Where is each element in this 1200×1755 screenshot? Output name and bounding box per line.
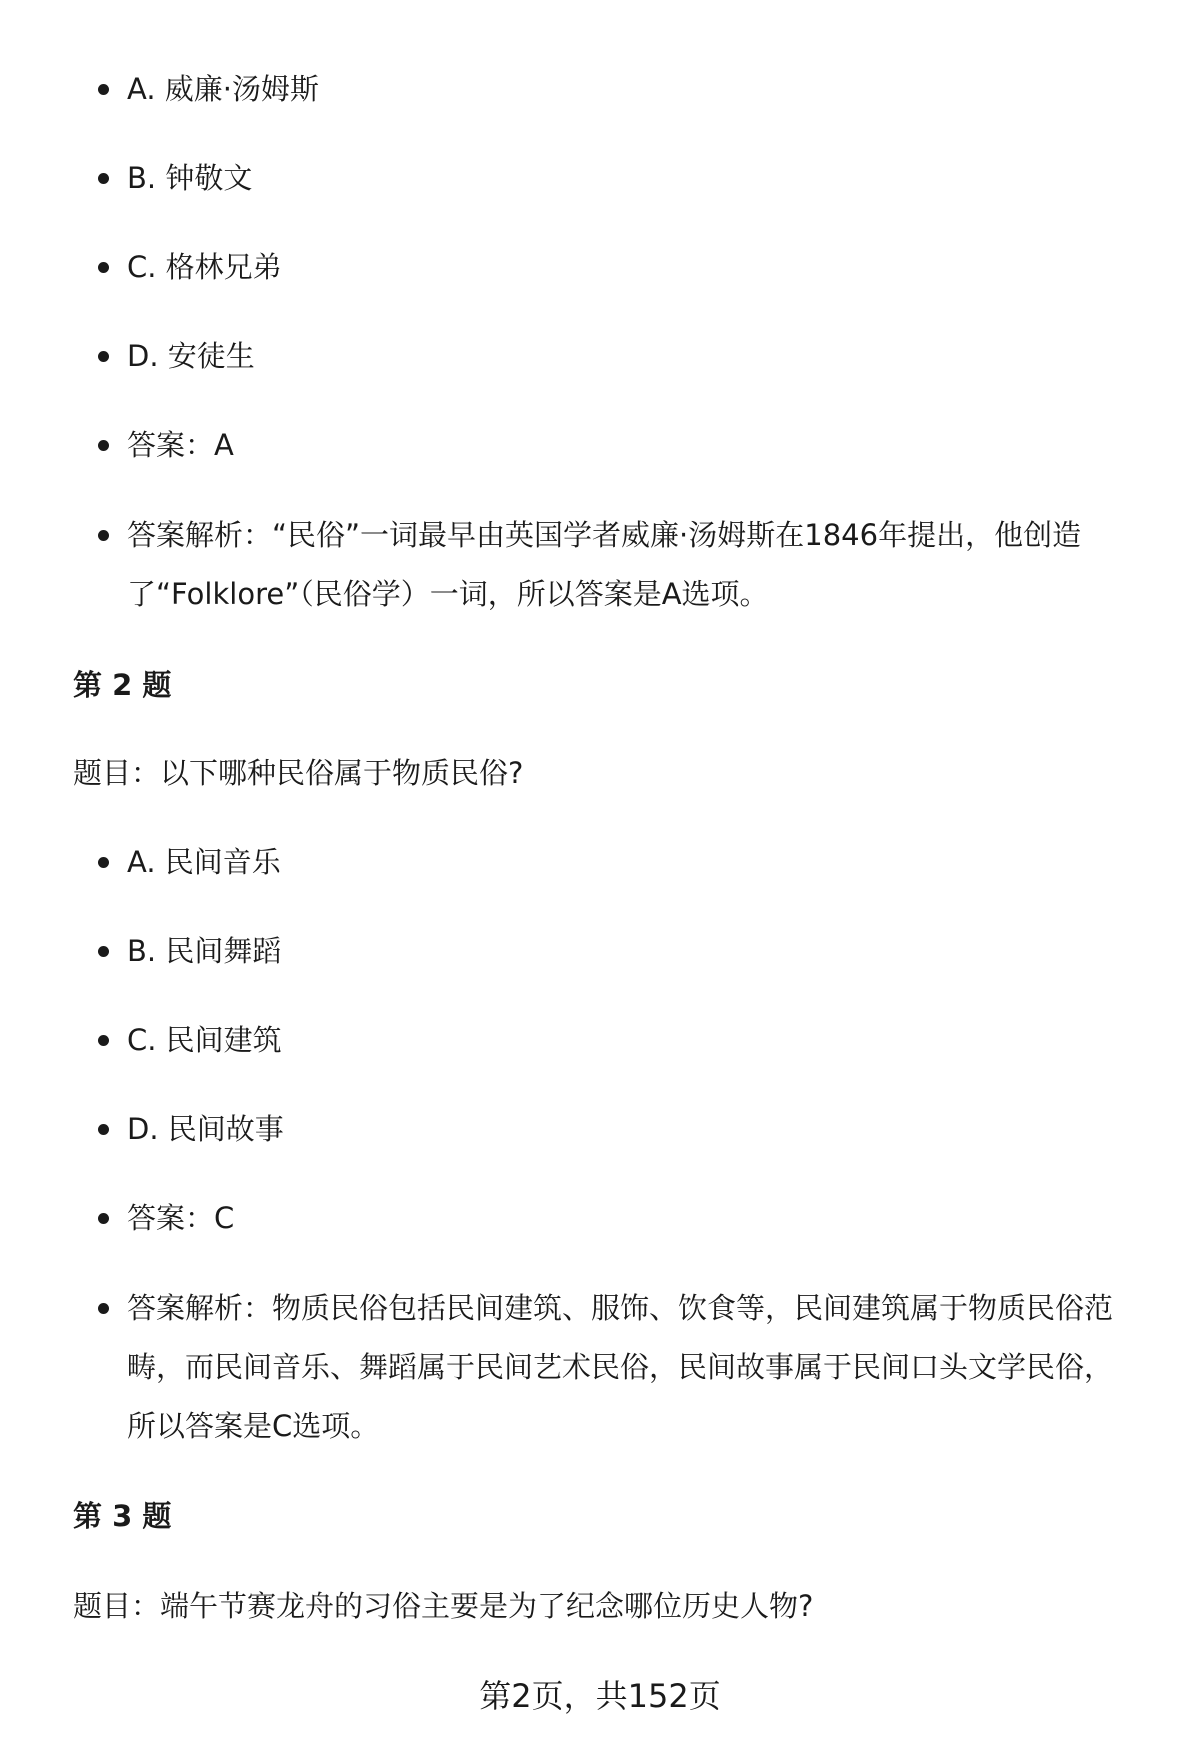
q2-question: 题目：以下哪种民俗属于物质民俗? (73, 756, 524, 790)
q1-option-c: C. 格林兄弟 (127, 238, 1137, 297)
q3-heading: 第 3 题 (73, 1499, 172, 1533)
q1-analysis: 答案解析：“民俗”一词最早由英国学者威廉·汤姆斯在1846年提出，他创造了“Folklore”（民俗学）一词，所以答案是A选项。 (127, 506, 1137, 624)
q2-option-a: A. 民间音乐 (127, 833, 1137, 892)
q2-option-c: C. 民间建筑 (127, 1011, 1137, 1070)
q1-option-a: A. 威廉·汤姆斯 (127, 60, 1137, 119)
q3-question: 题目：端午节赛龙舟的习俗主要是为了纪念哪位历史人物? (73, 1589, 814, 1623)
q2-option-d: D. 民间故事 (127, 1100, 1137, 1159)
q1-answer: 答案：A (127, 416, 1137, 475)
page-number-footer: 第2页，共152页 (479, 1677, 721, 1715)
q2-analysis: 答案解析：物质民俗包括民间建筑、服饰、饮食等，民间建筑属于物质民俗范畴，而民间音乐、舞蹈属于民间艺术民俗，民间故事属于民间口头文学民俗，所以答案是C选项。 (127, 1279, 1137, 1456)
q1-option-d: D. 安徒生 (127, 327, 1137, 386)
q1-option-b: B. 钟敬文 (127, 149, 1137, 208)
q2-answer: 答案：C (127, 1189, 1137, 1248)
q2-option-b: B. 民间舞蹈 (127, 922, 1137, 981)
q2-heading: 第 2 题 (73, 668, 172, 702)
